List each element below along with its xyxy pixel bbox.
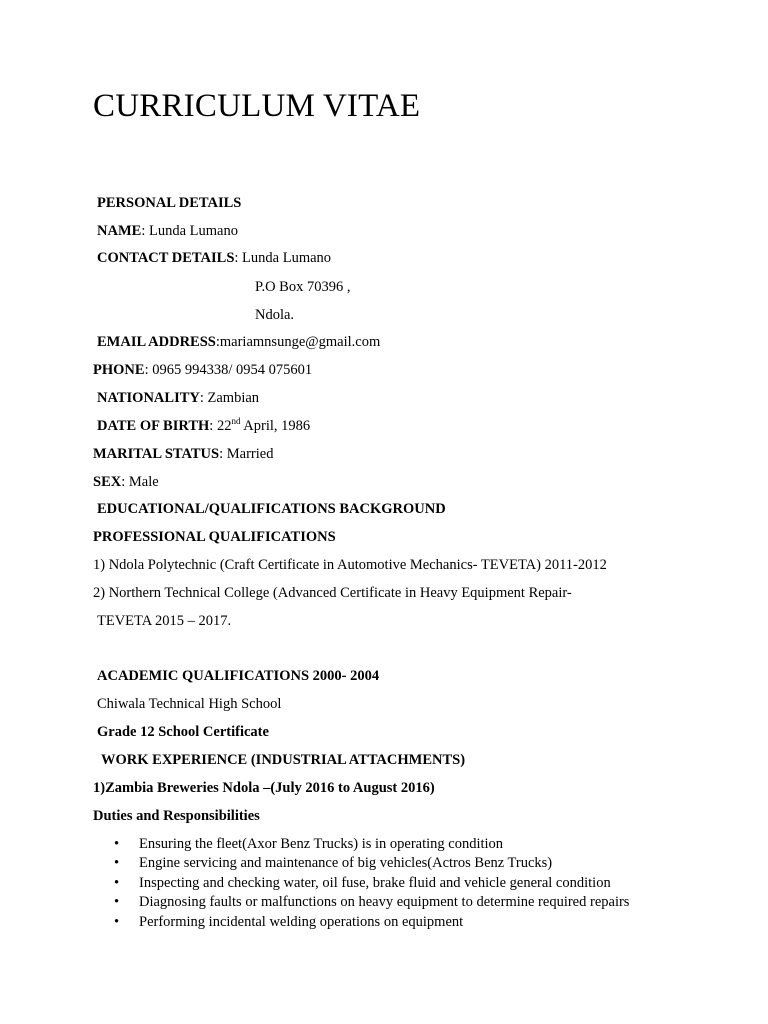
list-item: • Engine servicing and maintenance of big vehicles(Actros Benz Trucks) xyxy=(114,854,629,873)
dob-line: DATE OF BIRTH: 22nd April, 1986 xyxy=(97,416,311,434)
job-1-title: 1)Zambia Breweries Ndola –(July 2016 to August 2016) xyxy=(93,780,435,796)
nationality-line xyxy=(97,389,259,407)
personal-details-heading: PERSONAL DETAILS xyxy=(97,195,242,211)
name-label: NAME xyxy=(97,223,142,239)
contact-label: CONTACT DETAILS xyxy=(97,250,235,266)
nationality-value: : Zambian xyxy=(199,390,260,406)
bullet-icon: • xyxy=(114,894,120,911)
list-item: • Ensuring the fleet(Axor Benz Trucks) is in operating condition xyxy=(114,835,629,854)
education-heading: EDUCATIONAL/QUALIFICATIONS BACKGROUND xyxy=(97,501,446,517)
nationality-label: NATIONALITY xyxy=(97,390,200,406)
dob-label: DATE OF BIRTH xyxy=(97,418,210,434)
professional-heading: PROFESSIONAL QUALIFICATIONS xyxy=(93,529,336,545)
bullet-icon: • xyxy=(114,874,120,891)
duties-list xyxy=(114,835,629,932)
sex-label: SEX xyxy=(93,474,122,490)
list-item: • Diagnosing faults or malfunctions on heavy equipment to determine required repairs xyxy=(114,893,629,912)
professional-qualification-1: 1) Ndola Polytechnic (Craft Certificate in Automotive Mechanics- TEVETA) 2011-2012 xyxy=(93,557,607,573)
email-label: EMAIL ADDRESS xyxy=(97,334,216,350)
address-line-1: P.O Box 70396 , xyxy=(255,279,351,295)
duties-heading: Duties and Responsibilities xyxy=(93,808,260,824)
bullet-icon: • xyxy=(114,855,120,872)
professional-qualification-2-cont: TEVETA 2015 – 2017. xyxy=(97,613,232,629)
academic-heading: ACADEMIC QUALIFICATIONS 2000- 2004 xyxy=(97,668,380,684)
marital-line xyxy=(93,445,273,463)
academic-certificate: Grade 12 School Certificate xyxy=(97,724,269,740)
contact-value: : Lunda Lumano xyxy=(234,250,332,266)
work-experience-heading: WORK EXPERIENCE (INDUSTRIAL ATTACHMENTS) xyxy=(101,752,466,768)
academic-school: Chiwala Technical High School xyxy=(97,696,282,712)
name-value: : Lunda Lumano xyxy=(141,223,238,239)
sex-line xyxy=(93,473,159,491)
marital-value: : Married xyxy=(219,446,274,462)
sex-value: : Male xyxy=(121,474,159,490)
page-title: CURRICULUM VITAE xyxy=(93,88,421,124)
name-line xyxy=(97,222,238,240)
email-value: :mariamnsunge@gmail.com xyxy=(215,334,381,350)
phone-label: PHONE xyxy=(93,362,145,378)
list-item: • Inspecting and checking water, oil fuse, brake fluid and vehicle general condition xyxy=(114,874,629,893)
marital-label: MARITAL STATUS xyxy=(93,446,220,462)
bullet-icon: • xyxy=(114,913,120,930)
list-item: • Performing incidental welding operations on equipment xyxy=(114,913,629,932)
bullet-icon: • xyxy=(114,836,120,852)
email-line xyxy=(97,333,380,351)
phone-value: : 0965 994338/ 0954 075601 xyxy=(144,362,313,378)
contact-line xyxy=(97,249,331,267)
address-line-2: Ndola. xyxy=(255,307,295,323)
phone-line xyxy=(93,361,312,379)
professional-qualification-2: 2) Northern Technical College (Advanced Certificate in Heavy Equipment Repair- xyxy=(93,585,572,601)
